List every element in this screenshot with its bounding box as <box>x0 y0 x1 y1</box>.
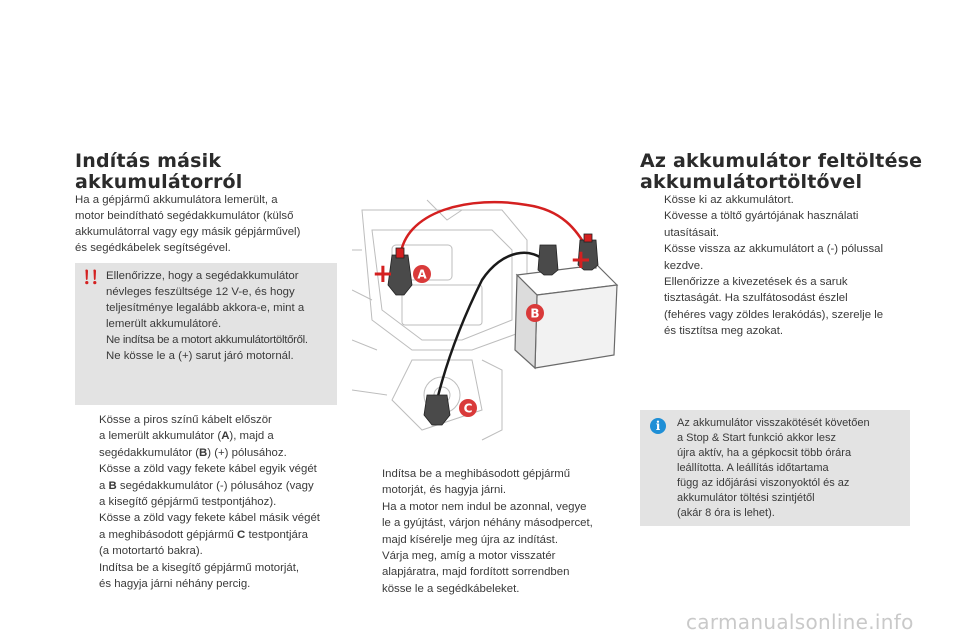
list-item: Kösse a zöld vagy fekete kábel másik végét a meghibásodott gépjármű C testpontjára (a motortartó bakra). <box>75 510 343 559</box>
svg-text:C: C <box>463 401 473 416</box>
info-text: Az akkumulátor visszakötését követően a Stop & Start funkció akkor lesz újra aktív, ha a gépkocsit több órára leállította. A leállítás időtartama függ az időjárási viszonyoktól és az akkumulátor töltési szintjétől (akár 8 óra is lehet). <box>677 417 870 519</box>
warning-icon <box>85 269 98 285</box>
list-item: Kösse ki az akkumulátort. <box>664 194 794 206</box>
label-a <box>413 265 431 283</box>
label-b <box>526 304 544 322</box>
list-item: Indítsa be a meghibásodott gépjármű motorját, és hagyja járni. Ha a motor nem indul be azonnal, vegye le a gyújtást, várjon néhány másodpercet, majd kísérelje meg újra az indítást. <box>382 468 593 546</box>
svg-text:B: B <box>530 306 540 321</box>
svg-text:A: A <box>417 267 427 282</box>
middle-steps <box>358 466 626 597</box>
list-item: Kösse vissza az akkumulátort a (-) pólussal kezdve. <box>664 243 884 272</box>
step-line-b2: a B segédakkumulátor (-) pólusához (vagy <box>99 479 314 492</box>
list-item: Várja meg, amíg a motor visszatér alapjáratra, majd fordított sorrendben kösse le a segédkábeleket. <box>382 550 570 595</box>
list-item: Ellenőrizze a kivezetések és a saruk tisztaságát. Ha szulfátosodást észlel (fehéres vagy zöldes lerakódás), szerelje le és tisztítsa meg azokat. <box>664 276 884 338</box>
red-cable <box>400 202 588 260</box>
plus-sign-left: + <box>372 259 394 289</box>
clamp-b-minus <box>538 245 558 275</box>
warning-box <box>75 263 337 405</box>
left-intro: Ha a gépjármű akkumulátora lemerült, a motor beindítható segédakkumulátor (külső akkumulátorral vagy egy másik gépjárművel) és segédkábelek segítségével. <box>75 194 301 254</box>
jump-start-illustration <box>352 190 622 455</box>
watermark: carmanualsonline.info <box>686 610 914 634</box>
warning-text: Ellenőrizze, hogy a segédakkumulátor névleges feszültsége 12 V-e, és hogy teljesítménye legalább akkora-e, mint a lemerült akkumulátoré. Ne indítsa be a motort akkumulátortöltőről. Ne kösse le a (+) sarut járó motornál. <box>106 270 308 362</box>
step-line-c: a meghibásodott gépjármű C testpontjára <box>99 528 308 541</box>
list-item: Indítsa be a kisegítő gépjármű motorját, és hagyja járni néhány percig. <box>99 561 300 591</box>
plus-sign-right: + <box>570 245 592 275</box>
left-steps <box>75 412 343 592</box>
list-item: Kösse a zöld vagy fekete kábel egyik végét a B segédakkumulátor (-) pólusához (vagy a kisegítő gépjármű testpontjához). <box>75 461 343 510</box>
step-line-a: a lemerült akkumulátor (A), majd a <box>99 430 274 443</box>
right-section-title: Az akkumulátor feltöltése akkumulátortöltővel <box>640 150 923 193</box>
clamp-c <box>424 395 450 425</box>
left-section-title: Indítás másik akkumulátorról <box>75 150 243 193</box>
list-item: Kösse a piros színű kábelt először a lemerült akkumulátor (A), majd a segédakkumulátor (B) (+) pólusához. <box>75 412 343 461</box>
list-item: Kövesse a töltő gyártójának használati utasításait. <box>664 210 859 239</box>
right-steps <box>640 192 930 340</box>
label-c <box>459 399 477 417</box>
step-line-b: segédakkumulátor (B) (+) pólusához. <box>99 446 287 459</box>
info-box <box>640 410 910 526</box>
info-icon: i <box>650 418 666 434</box>
